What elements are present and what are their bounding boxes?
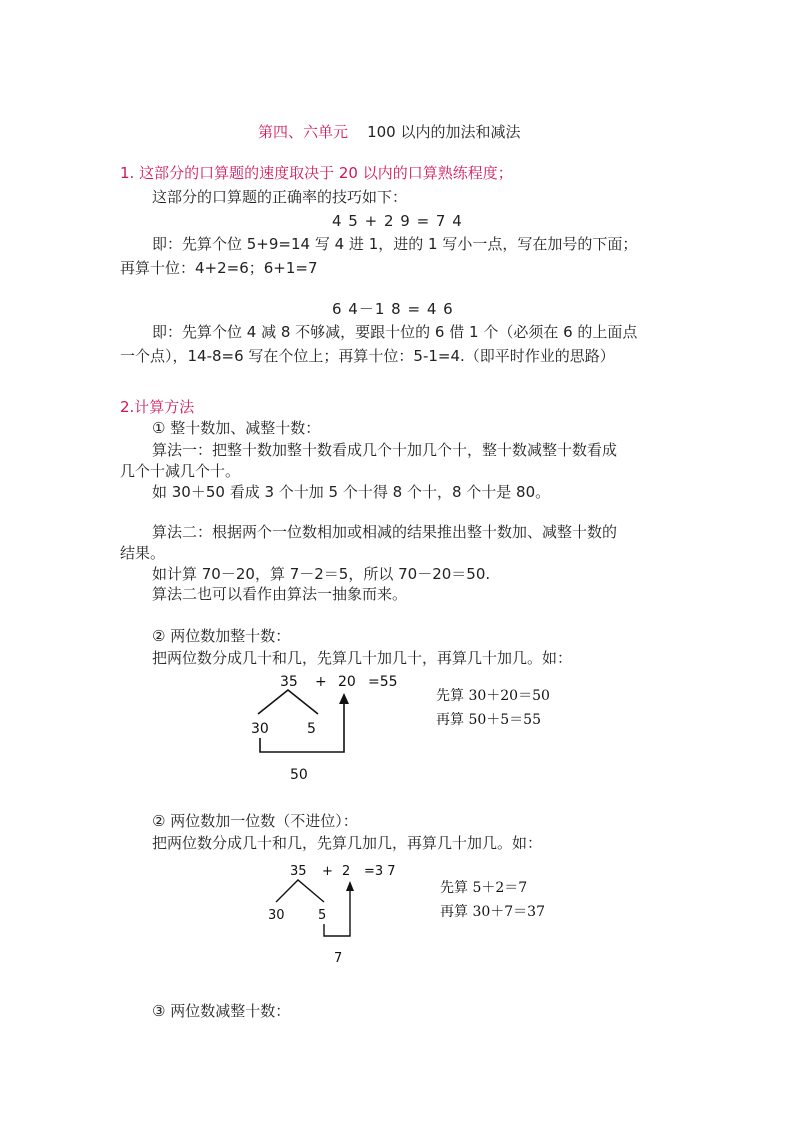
example1-equation: 4 5 + 2 9 = 7 4 (332, 212, 463, 230)
method2-desc: 把两位数分成几十和几，先算几十加几十，再算几十加几。如： (152, 649, 573, 667)
example1-line2: 再算十位：4+2=6；6+1=7 (120, 259, 318, 277)
method3-note-1: 先算 5＋2＝7 (440, 880, 528, 896)
title-prefix: 第四、六单元 (258, 123, 349, 141)
part-tens: 30 (268, 908, 285, 923)
result: =55 (368, 674, 398, 690)
addend-a: 35 (290, 864, 307, 879)
plus-sign: + (315, 674, 327, 690)
method2-label: ② 两位数加整十数： (152, 627, 291, 645)
section1-heading: 1. 这部分的口算题的速度取决于 20 以内的口算熟练程度； (120, 164, 513, 182)
arrow-head (339, 693, 349, 704)
page-title (258, 122, 521, 142)
part-tens: 30 (251, 721, 269, 737)
method1-alg2-example: 如计算 70－20，算 7－2＝5，所以 70－20＝50. (152, 565, 491, 583)
method1-alg2-line1: 算法二：根据两个一位数相加或相减的结果推出整十数加、减整十数的 (152, 523, 618, 541)
arrow-head (346, 881, 354, 891)
method1-alg2-line2: 结果。 (120, 544, 166, 562)
example2-line1: 即：先算个位 4 减 8 不够减，要跟十位的 6 借 1 个（必须在 6 的上面点 (152, 323, 638, 341)
example2-line2: 一个点），14-8=6 写在个位上；再算十位：5-1=4.（即平时作业的思路） (120, 347, 615, 365)
part-ones: 5 (318, 908, 327, 923)
method3-desc: 把两位数分成几十和几，先算几加几，再算几十加几。如： (152, 834, 543, 852)
method1-alg1-line2: 几个十减几个十。 (120, 462, 241, 480)
example1-line1: 即：先算个位 5+9=14 写 4 进 1，进的 1 写小一点，写在加号的下面； (152, 235, 638, 253)
section1-intro: 这部分的口算题的正确率的技巧如下： (152, 188, 408, 206)
plus-sign: + (322, 864, 333, 879)
section2-heading: 2.计算方法 (120, 398, 195, 416)
method2-note-2: 再算 50＋5＝55 (436, 712, 541, 728)
decomposition-diagram-1 (240, 666, 430, 786)
part-ones: 5 (307, 721, 316, 737)
addend-b: 2 (342, 864, 351, 879)
split-lines (258, 690, 318, 714)
addend-b: 20 (338, 674, 356, 690)
combine-line (324, 890, 350, 936)
method4-label: ③ 两位数减整十数： (152, 1002, 291, 1020)
method1-alg2-note: 算法二也可以看作由算法一抽象而来。 (152, 585, 408, 603)
method1-alg1-example: 如 30＋50 看成 3 个十加 5 个十得 8 个十，8 个十是 80。 (152, 483, 551, 501)
partial-sum: 50 (290, 767, 308, 783)
method2-note-1: 先算 30＋20＝50 (436, 688, 550, 704)
combine-line (260, 702, 344, 752)
addend-a: 35 (280, 674, 298, 690)
split-lines (276, 880, 324, 902)
method3-note-2: 再算 30＋7＝37 (440, 904, 545, 920)
example2-equation: 6 4－1 8 = 4 6 (332, 300, 454, 318)
method1-alg1-line1: 算法一：把整十数加整十数看成几个十加几个十，整十数减整十数看成 (152, 441, 618, 459)
partial-sum: 7 (334, 951, 343, 966)
result: =3 7 (364, 864, 396, 879)
decomposition-diagram-2 (262, 858, 412, 968)
title-suffix: 100 以内的加法和减法 (367, 123, 521, 141)
method1-label: ① 整十数加、减整十数： (152, 419, 321, 437)
method3-label: ② 两位数加一位数（不进位）： (152, 812, 358, 830)
